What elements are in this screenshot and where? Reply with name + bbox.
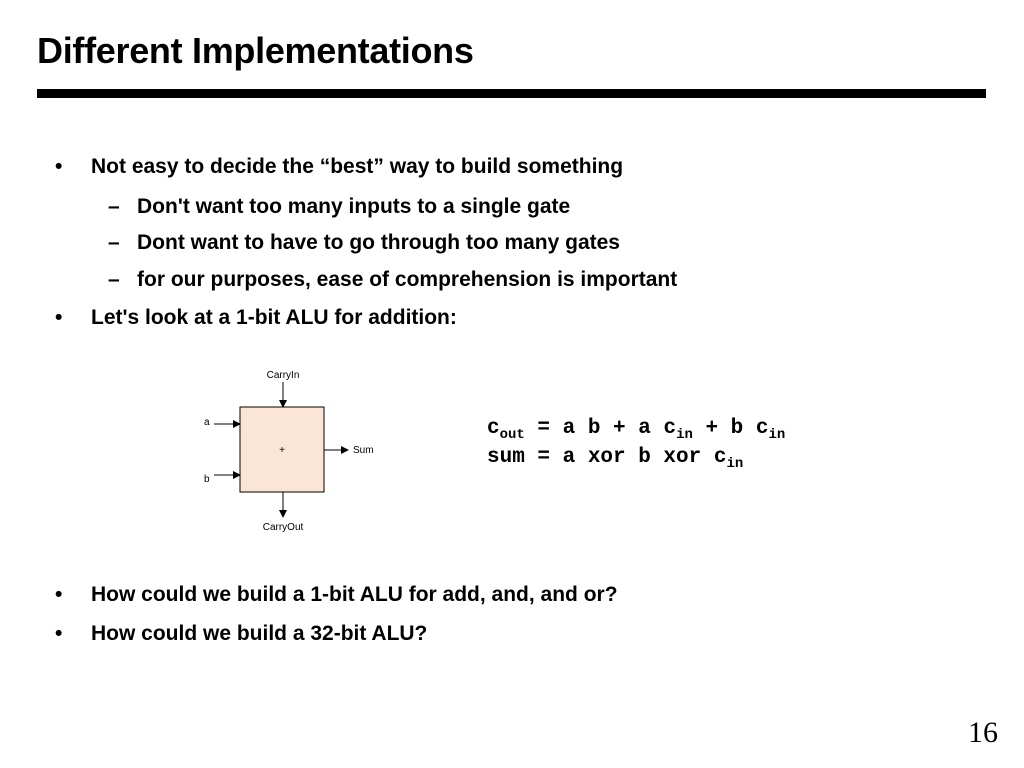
alu-adder-diagram: [190, 362, 450, 542]
carry-out-label: CarryOut: [262, 522, 304, 533]
cout-formula: [487, 417, 786, 443]
sub-bullet-ease-of-comprehension: for our purposes, ease of comprehension is important: [137, 268, 678, 291]
carry-in-label: CarryIn: [266, 370, 300, 381]
bullet-not-easy-to-decide: Not easy to decide the “best” way to build something: [91, 155, 624, 178]
cout-lhs: c: [487, 417, 500, 440]
sum-formula: [487, 446, 744, 472]
cin-subscript: in: [768, 427, 786, 443]
bullet-marker: •: [55, 306, 63, 329]
cout-rhs-part1: = a b + a c: [524, 417, 677, 440]
cin-subscript: in: [726, 456, 744, 472]
title-underline: [37, 89, 986, 98]
slide-title: Different Implementations: [37, 30, 474, 71]
sub-bullet-too-many-gates: Dont want to have to go through too many gates: [137, 231, 620, 254]
bullet-marker: •: [55, 155, 63, 178]
cout-rhs-part2: + b c: [692, 417, 769, 440]
input-b-label: b: [204, 474, 210, 485]
plus-operator: +: [279, 445, 285, 456]
bullet-1-bit-alu-add-and-or: How could we build a 1-bit ALU for add, and, and or?: [91, 583, 618, 606]
sub-bullet-marker: –: [108, 268, 120, 291]
sum-label: Sum: [353, 445, 374, 456]
bullet-marker: •: [55, 583, 63, 606]
sub-bullet-too-many-inputs: Don't want too many inputs to a single gate: [137, 195, 571, 218]
input-a-label: a: [204, 417, 210, 428]
page-number: 16: [968, 716, 998, 749]
sub-bullet-marker: –: [108, 195, 120, 218]
bullet-1-bit-alu-addition: Let's look at a 1-bit ALU for addition:: [91, 306, 457, 329]
cout-subscript: out: [499, 427, 525, 443]
sum-expression: sum = a xor b xor c: [487, 446, 727, 469]
cin-subscript: in: [676, 427, 693, 443]
bullet-marker: •: [55, 622, 63, 645]
sub-bullet-marker: –: [108, 231, 120, 254]
bullet-32-bit-alu: How could we build a 32-bit ALU?: [91, 622, 428, 645]
